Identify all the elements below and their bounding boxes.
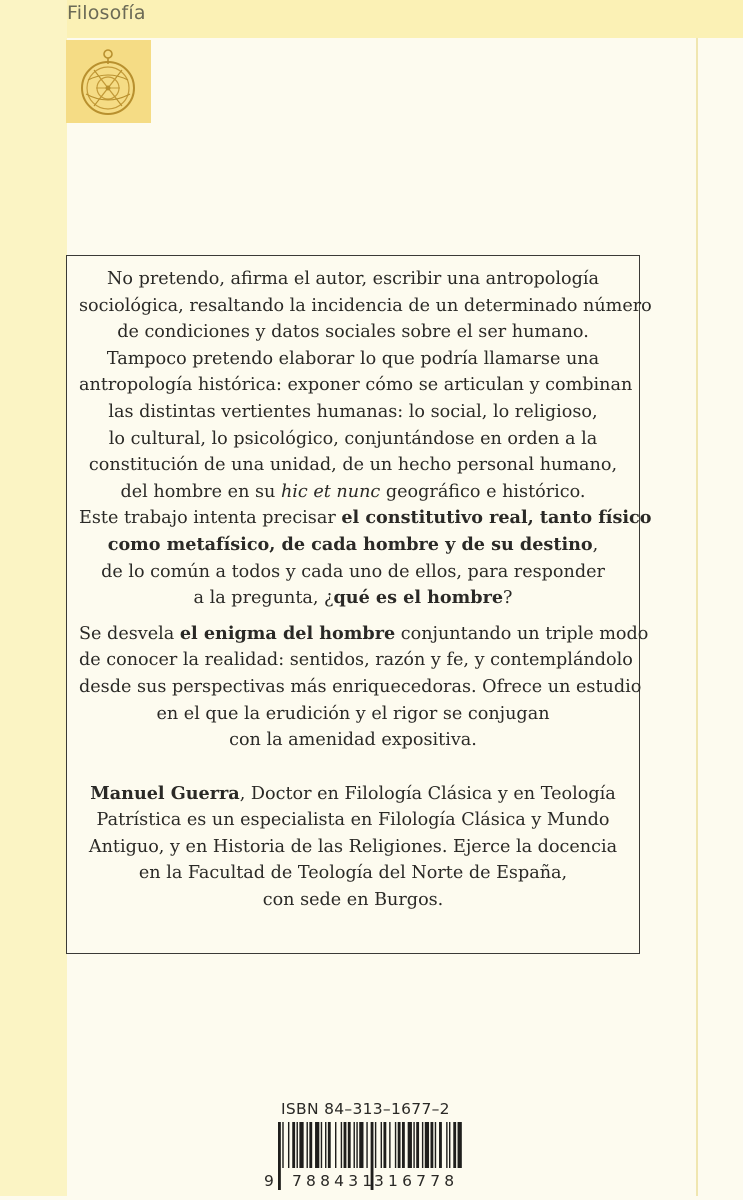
barcode-bar (402, 1122, 405, 1168)
text-line: antropología histórica: exponer cómo se articulan y combinan (79, 375, 633, 396)
text-line: de conocer la realidad: sentidos, razón y fe, y contemplándolo (79, 650, 633, 671)
text-run: conjuntando un triple modo (395, 623, 649, 644)
barcode-bar (416, 1122, 419, 1168)
barcode-bar (408, 1122, 412, 1168)
astrolabe-emblem (66, 40, 151, 123)
text-run: , Doctor en Filología Clásica y en Teología (239, 783, 616, 804)
barcode-bar (381, 1122, 382, 1168)
barcode-bar (453, 1122, 456, 1168)
text-line: Antiguo, y en Historia de las Religiones. Ejerce la docencia (88, 836, 618, 857)
text-run: geográfico e histórico. (380, 481, 586, 502)
barcode-bar (309, 1122, 312, 1168)
text-run: del hombre en su (120, 481, 281, 502)
barcode-bar (398, 1122, 401, 1168)
text-line: desde sus perspectivas más enriquecedoras. Ofrece un estudio (79, 676, 642, 697)
barcode-bar (315, 1122, 319, 1168)
barcode-bar (354, 1122, 355, 1168)
series-label: Filosofía (67, 2, 146, 24)
barcode-first-digit: 9 (264, 1172, 274, 1190)
barcode-bar (325, 1122, 326, 1168)
barcode-right-group: 316778 (374, 1172, 459, 1190)
text-run: Se desvela (79, 623, 180, 644)
text-run: , (592, 534, 599, 555)
barcode-bar (375, 1122, 376, 1168)
author-name: Manuel Guerra (90, 782, 240, 804)
bold-phrase: el enigma del hombre (179, 622, 396, 644)
barcode-bar (299, 1122, 303, 1168)
italic-phrase: hic et nunc (280, 481, 381, 502)
text-run: Este trabajo intenta precisar (79, 508, 342, 529)
barcode-bar (335, 1122, 336, 1168)
barcode-bar (389, 1122, 390, 1168)
barcode-bar (328, 1122, 331, 1168)
barcode-bar (344, 1122, 347, 1168)
text-line (79, 781, 627, 808)
barcode-bar (413, 1122, 414, 1168)
side-color-strip (0, 0, 67, 1196)
barcode-bar (366, 1122, 367, 1168)
barcode-bar (321, 1122, 322, 1168)
text-line: lo cultural, lo psicológico, conjuntándose en orden a la (108, 428, 598, 449)
text-line: Patrística es un especialista en Filología Clásica y Mundo (96, 810, 610, 831)
isbn-number: ISBN 84–313–1677–2 (281, 1100, 450, 1118)
bold-phrase: como metafísico, de cada hombre y de su destino (107, 533, 593, 555)
barcode-left-group: 788431 (292, 1172, 377, 1190)
text-line: en el que la erudición y el rigor se conjugan (156, 703, 550, 724)
barcode-bar (395, 1122, 396, 1168)
description-paragraph (79, 621, 649, 754)
barcode-bar (449, 1122, 450, 1168)
bold-phrase: el constitutivo real, tanto físico (341, 507, 652, 529)
barcode-bar (307, 1122, 308, 1168)
barcode-bar (435, 1122, 436, 1168)
text-run: a la pregunta, ¿ (193, 588, 334, 609)
text-line: sociológica, resaltando la incidencia de un determinado número (79, 295, 652, 316)
barcode-bar (348, 1122, 351, 1168)
text-line (79, 479, 627, 506)
barcode-bar (288, 1122, 289, 1168)
text-line (79, 621, 649, 648)
barcode-bar (359, 1122, 363, 1168)
barcode-bar (297, 1122, 298, 1168)
barcode-bar (282, 1122, 283, 1168)
author-bio (79, 781, 627, 914)
barcode-bar (356, 1122, 357, 1168)
barcode-digits (262, 1168, 462, 1190)
text-line: constitución de una unidad, de un hecho personal humano, (88, 455, 618, 476)
text-run: ? (503, 588, 513, 609)
text-line: Tampoco pretendo elaborar lo que podría llamarse una (106, 348, 600, 369)
description-box (66, 255, 652, 954)
barcode-bar (439, 1122, 442, 1168)
barcode-bar (430, 1122, 433, 1168)
barcode-bar (422, 1122, 423, 1168)
astrolabe-icon (66, 40, 151, 123)
text-line (79, 532, 627, 559)
text-line: No pretendo, afirma el autor, escribir una antropología (106, 269, 599, 289)
barcode-bar (341, 1122, 342, 1168)
text-line: las distintas vertientes humanas: lo social, lo religioso, (108, 401, 598, 422)
barcode-bar (446, 1122, 447, 1168)
barcode-bar (292, 1122, 295, 1168)
text-line: de condiciones y datos sociales sobre el ser humano. (117, 322, 589, 343)
barcode-bar (383, 1122, 386, 1168)
spine-fold-line (696, 38, 698, 1196)
text-line: con la amenidad expositiva. (229, 730, 477, 751)
barcode-bar (425, 1122, 429, 1168)
text-line (79, 585, 627, 612)
description-paragraph (79, 266, 652, 612)
text-line: en la Facultad de Teología del Norte de España, (138, 863, 568, 884)
bold-phrase: qué es el hombre (333, 587, 504, 609)
text-line (79, 505, 652, 532)
barcode-bar (458, 1122, 462, 1168)
text-line: con sede en Burgos. (262, 890, 444, 911)
text-line: de lo común a todos y cada uno de ellos, para responder (101, 561, 605, 582)
